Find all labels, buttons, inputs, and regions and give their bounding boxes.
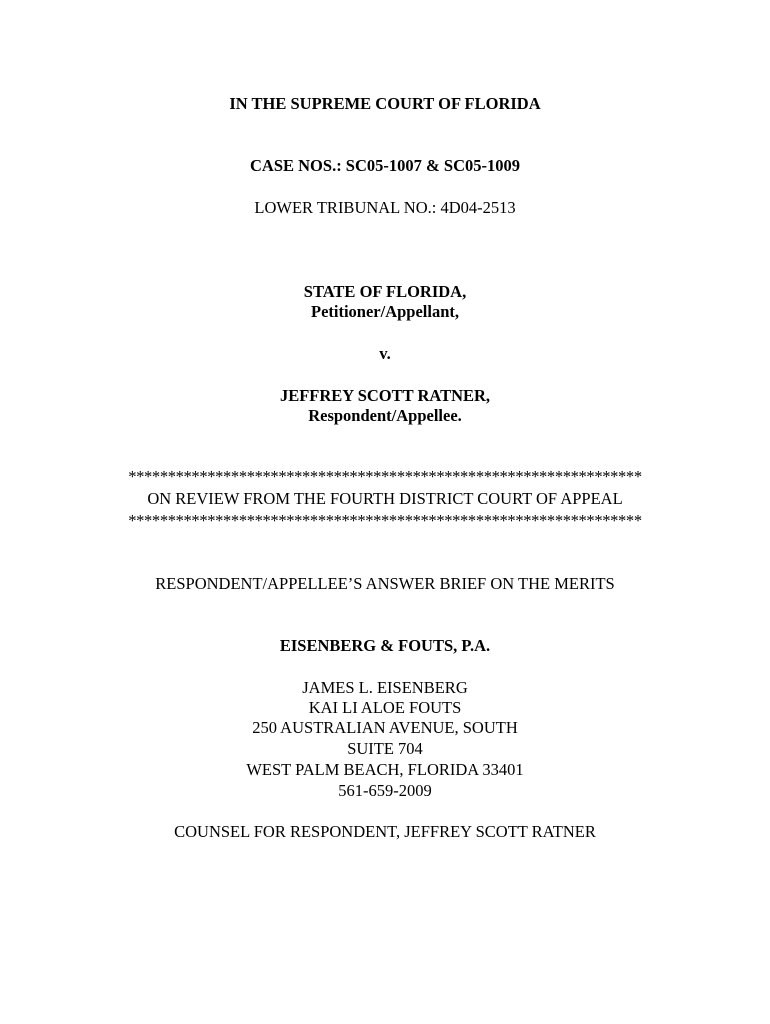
review-line: ON REVIEW FROM THE FOURTH DISTRICT COURT OF APPEAL [147, 489, 623, 508]
versus: v. [379, 344, 391, 363]
brief-title: RESPONDENT/APPELLEE’S ANSWER BRIEF ON THE MERITS [155, 574, 615, 593]
attorney-name: JAMES L. EISENBERG [302, 678, 468, 697]
case-numbers: CASE NOS.: SC05-1007 & SC05-1009 [250, 156, 520, 175]
firm-name: EISENBERG & FOUTS, P.A. [279, 636, 491, 655]
address-line: SUITE 704 [347, 739, 423, 758]
star-divider-top: ***************************************************************** [128, 467, 642, 486]
petitioner-name: STATE OF FLORIDA, [303, 282, 467, 301]
attorney-name: KAI LI ALOE FOUTS [308, 698, 462, 717]
phone-number: 561-659-2009 [338, 781, 432, 800]
court-heading: IN THE SUPREME COURT OF FLORIDA [229, 94, 541, 113]
counsel-line: COUNSEL FOR RESPONDENT, JEFFREY SCOTT RATNER [174, 822, 596, 841]
respondent-role: Respondent/Appellee. [308, 406, 462, 425]
address-line: 250 AUSTRALIAN AVENUE, SOUTH [252, 718, 518, 737]
respondent-name: JEFFREY SCOTT RATNER, [279, 386, 491, 405]
star-divider-bottom: ***************************************************************** [128, 511, 642, 530]
address-line: WEST PALM BEACH, FLORIDA 33401 [246, 760, 524, 779]
petitioner-role: Petitioner/Appellant, [310, 302, 460, 321]
lower-tribunal-number: LOWER TRIBUNAL NO.: 4D04-2513 [254, 198, 516, 217]
